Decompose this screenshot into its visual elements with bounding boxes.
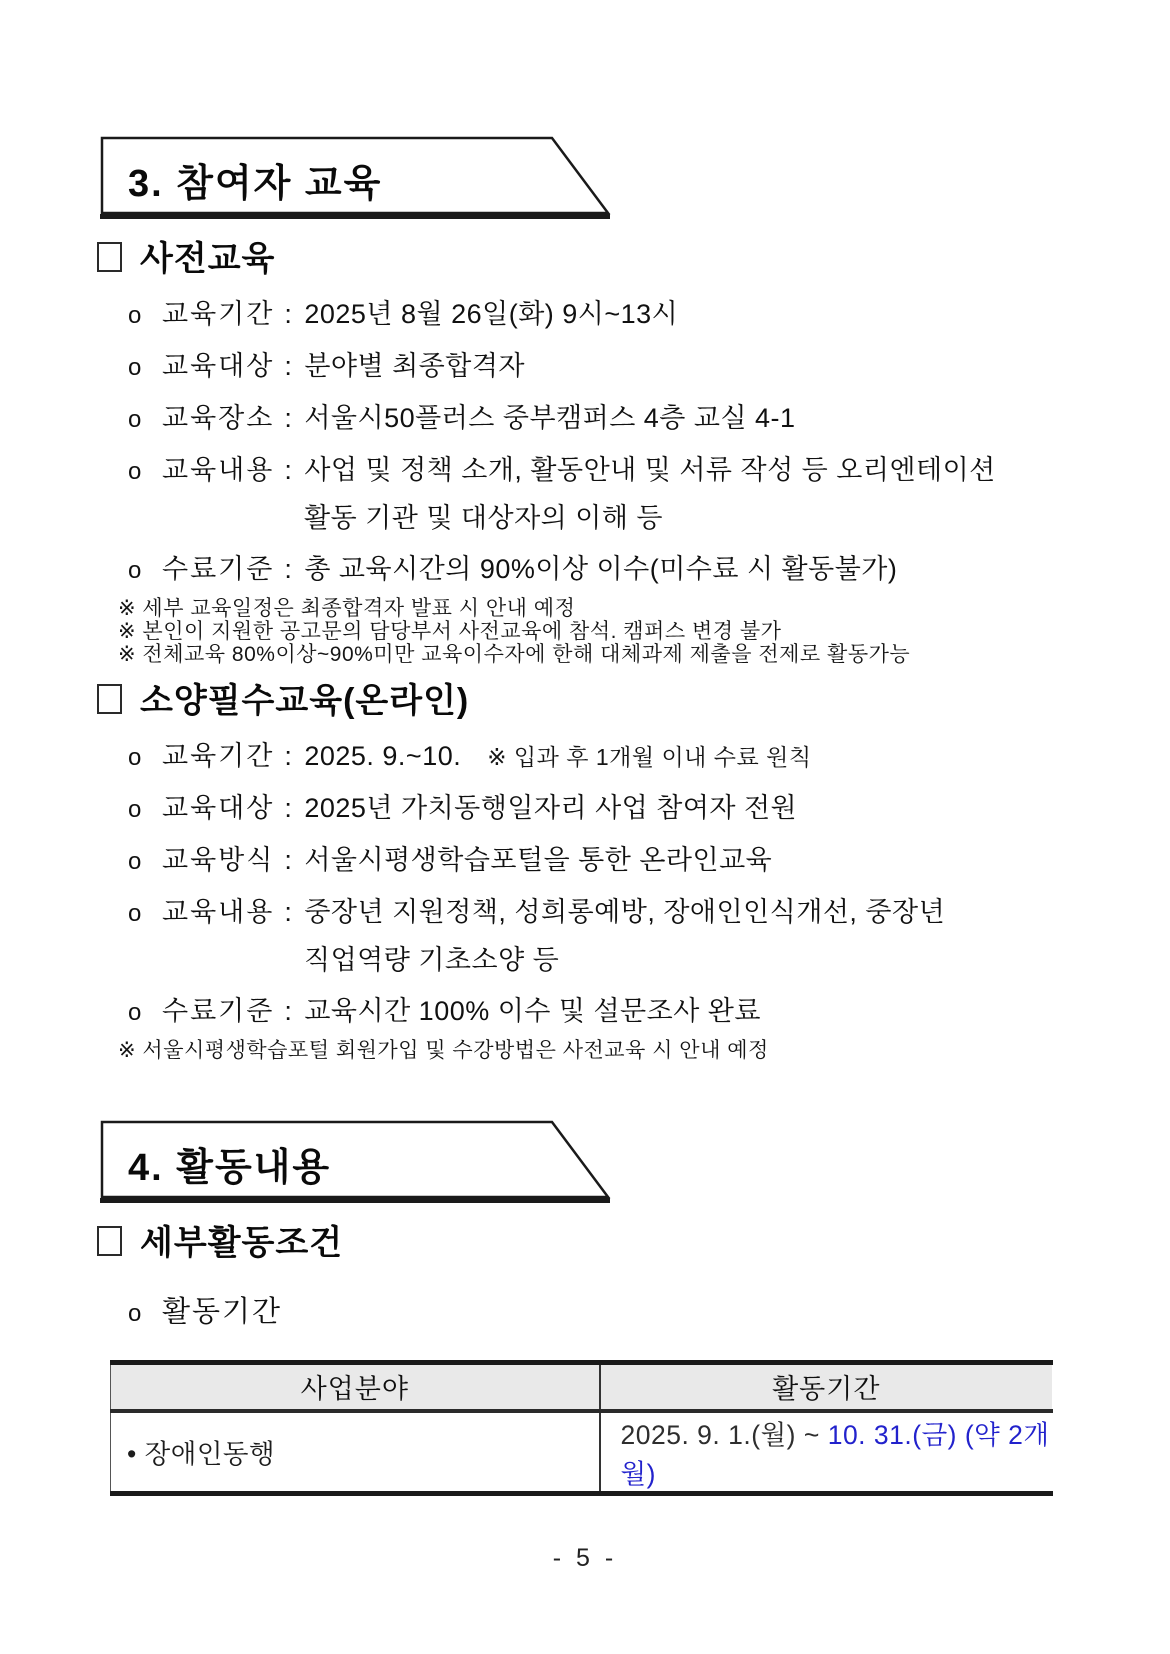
colon-separator: : [284,793,293,823]
note-line: ※ 전체교육 80%이상~90%미만 교육이수자에 한해 대체과제 제출을 전제로 활동가능 [118,643,911,666]
item-label: 교육장소 [162,403,275,433]
subheading-activity-conditions [97,1220,1170,1266]
circle-bullet: o [128,900,142,927]
circle-bullet: o [128,1300,143,1327]
item-label: 교육대상 [162,351,275,381]
column-header-period: 활동기간 [600,1363,1053,1411]
item-label: 수료기준 [162,554,275,584]
list-item [128,894,1170,932]
colon-separator: : [284,299,293,329]
online-education-items [128,738,1170,1031]
item-value: 2025. 9.~10. [304,741,462,771]
online-education-notes [118,1039,1170,1062]
item-value: 서울시50플러스 중부캠퍼스 4층 교실 4-1 [304,403,796,433]
section3-title: 3. 참여자 교육 [128,163,383,205]
item-label: 교육내용 [162,455,275,485]
subheading-label: 세부활동조건 [140,1224,344,1262]
item-label: 교육기간 [162,299,275,329]
circle-bullet: o [128,302,142,329]
circle-bullet: o [128,557,142,584]
item-label: 교육대상 [162,793,275,823]
item-value: 총 교육시간의 90%이상 이수(미수료 시 활동불가) [304,554,898,584]
section3-banner [100,136,612,222]
checkbox-square-icon [97,242,122,272]
activity-period-item [128,1292,1170,1334]
note-line: ※ 본인이 지원한 공고문의 담당부서 사전교육에 참석. 캠퍼스 변경 불가 [118,620,782,643]
colon-separator: : [284,996,293,1026]
item-label: 활동기간 [162,1296,283,1328]
period-end-highlight: 10. 31.(금) (약 2개월) [620,1419,1050,1489]
subheading-label: 소양필수교육(온라인) [140,682,470,720]
item-value: 2025년 가치동행일자리 사업 참여자 전원 [304,793,798,823]
subheading-pre-education [97,236,1170,282]
colon-separator: : [284,455,293,485]
pre-education-notes [118,597,1170,666]
section4-banner [100,1120,612,1206]
item-value: 사업 및 정책 소개, 활동안내 및 서류 작성 등 오리엔테이션 [304,455,996,485]
colon-separator: : [284,897,293,927]
subheading-online-education [97,678,1170,724]
circle-bullet: o [128,406,142,433]
item-label: 수료기준 [162,996,275,1026]
circle-bullet: o [128,999,142,1026]
circle-bullet: o [128,744,142,771]
subheading-label: 사전교육 [140,240,276,278]
circle-bullet: o [128,354,142,381]
section4-title: 4. 활동내용 [128,1147,332,1189]
cell-activity-period [600,1411,1053,1494]
colon-separator: : [284,351,293,381]
note-line: ※ 서울시평생학습포털 회원가입 및 수강방법은 사전교육 시 안내 예정 [118,1039,769,1062]
colon-separator: : [284,845,293,875]
list-item [128,400,1170,438]
list-item [128,842,1170,880]
list-item [128,993,1170,1031]
circle-bullet: o [128,458,142,485]
colon-separator: : [284,554,293,584]
column-header-field: 사업분야 [111,1363,600,1411]
list-item [128,738,1170,776]
colon-separator: : [284,741,293,771]
list-item [128,296,1170,334]
item-value: 교육시간 100% 이수 및 설문조사 완료 [304,996,761,1026]
cell-business-field: • 장애인동행 [111,1411,600,1494]
colon-separator: : [284,403,293,433]
table-header-row [111,1363,1053,1411]
list-item [128,551,1170,589]
list-item [128,348,1170,386]
circle-bullet: o [128,796,142,823]
item-value-continuation: 활동 기관 및 대상자의 이해 등 [304,503,663,533]
table-row [111,1411,1053,1494]
item-label: 교육방식 [162,845,275,875]
item-label: 교육내용 [162,897,275,927]
checkbox-square-icon [97,1226,122,1256]
activity-period-table [110,1360,1052,1496]
item-value-continuation: 직업역량 기초소양 등 [304,945,560,975]
note-line: ※ 세부 교육일정은 최종합격자 발표 시 안내 예정 [118,597,576,620]
page-number: - 5 - [552,1544,618,1572]
item-value: 2025년 8월 26일(화) 9시~13시 [304,299,679,329]
inline-note: ※ 입과 후 1개월 이내 수료 원칙 [487,744,812,770]
list-item [128,790,1170,828]
item-value: 서울시평생학습포털을 통한 온라인교육 [304,845,773,875]
checkbox-square-icon [97,684,122,714]
item-value: 중장년 지원정책, 성희롱예방, 장애인인식개선, 중장년 [304,897,946,927]
circle-bullet: o [128,848,142,875]
item-value: 분야별 최종합격자 [304,351,526,381]
item-label: 교육기간 [162,741,275,771]
list-item [128,452,1170,490]
period-start-text: 2025. 9. 1.(월) ~ [620,1419,828,1450]
pre-education-items [128,296,1170,589]
